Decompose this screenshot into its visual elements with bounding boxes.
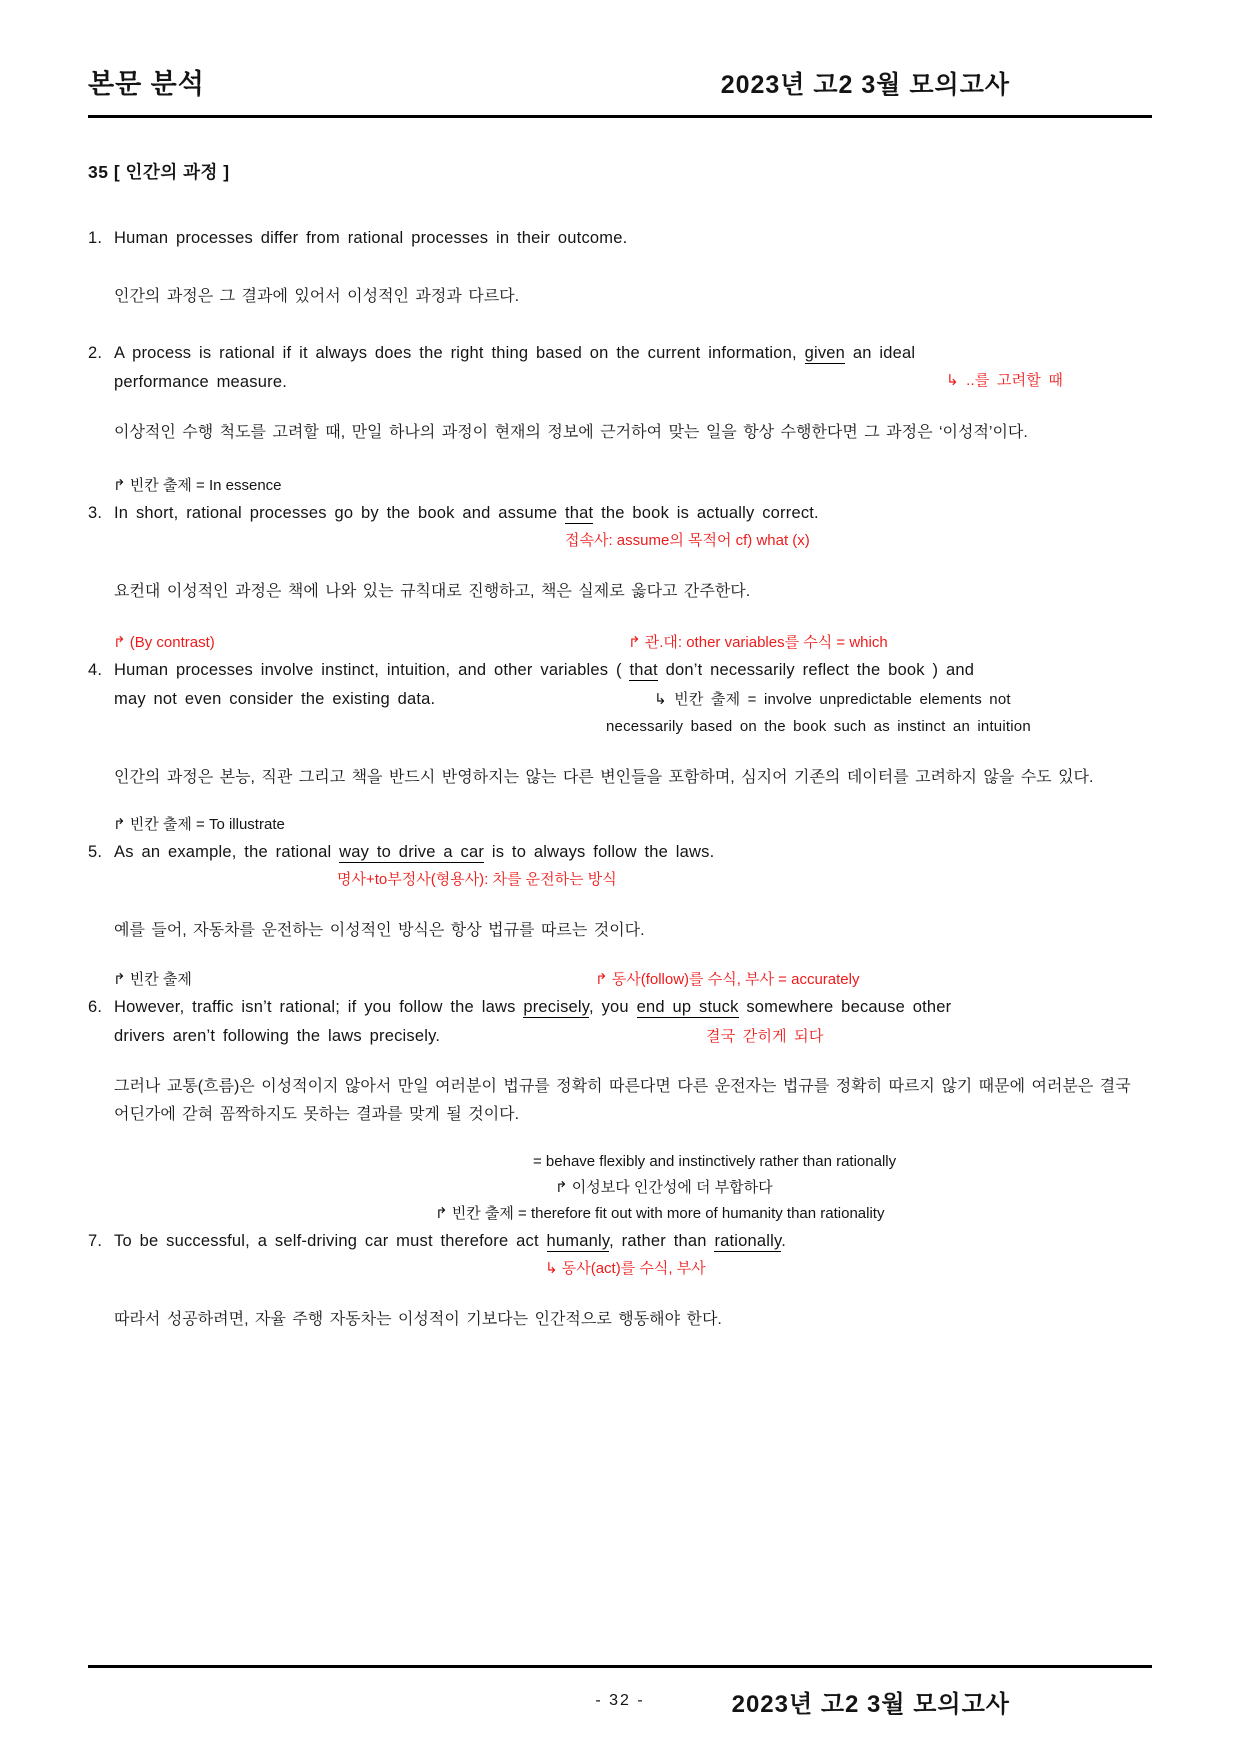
sentence-3-translation: 요컨대 이성적인 과정은 책에 나와 있는 규칙대로 진행하고, 책은 실제로 옳다고 간주한다. (114, 583, 751, 600)
sentence-4-translation: 인간의 과정은 본능, 직관 그리고 책을 반드시 반영하지는 않는 다른 변인들을 포함하며, 심지어 기존의 데이터를 고려하지 않을 수도 있다. (114, 769, 1094, 786)
paraphrase-note-7: = behave flexibly and instinctively rather than rationally (533, 1153, 897, 1170)
grammar-note-to-infinitive: 명사+to부정사(형용사): 차를 운전하는 방식 (337, 871, 617, 888)
underlined-phrase-end-up-stuck: end up stuck (636, 998, 739, 1016)
blank-question-note-4-continued: necessarily based on the book such as instinct an intuition (606, 718, 1031, 735)
sentence-5-english (114, 838, 1152, 867)
sentence-3 (88, 499, 1152, 528)
footer-exam-title: 2023년 고2 3월 모의고사 (731, 1691, 1010, 1718)
english-text: However, traffic isn’t rational; if you follow the laws (114, 998, 524, 1016)
sentence-7-english (114, 1227, 1152, 1256)
sentence-3-number: 3. (88, 504, 103, 522)
english-text: performance measure. (114, 373, 287, 391)
sentence-1 (88, 224, 1152, 253)
sentence-2-english-line-1 (114, 339, 1152, 368)
sentence-4-number: 4. (88, 661, 103, 679)
english-text: Human processes differ from rational processes in their outcome. (114, 229, 628, 247)
page-footer (88, 1665, 1152, 1716)
grammar-note-relative-pronoun: ↱ 관.대: other variables를 수식 = which (628, 634, 888, 651)
english-text: is to always follow the laws. (484, 843, 715, 861)
english-text: In short, rational processes go by the book and assume (114, 504, 565, 522)
underlined-word-humanly: humanly (546, 1232, 610, 1250)
english-text: , rather than (609, 1232, 715, 1250)
blank-question-note-6: ↱ 빈칸 출제 (113, 971, 192, 988)
sentence-7-translation: 따라서 성공하려면, 자율 주행 자동차는 이성적이 기보다는 인간적으로 행동해야 한다. (114, 1311, 722, 1328)
underlined-phrase-way-to-drive: way to drive a car (339, 843, 485, 861)
sentence-5-translation: 예를 들어, 자동차를 운전하는 이성적인 방식은 항상 법규를 따르는 것이다. (114, 922, 645, 939)
sentence-6-pre-notes (88, 967, 1152, 993)
grammar-note-end-up-stuck: 결국 갇히게 되다 (706, 1028, 824, 1045)
sentence-2-english-line-2 (114, 368, 1152, 397)
sentence-6-english-line-2 (114, 1022, 1152, 1051)
sentence-4-english-line-2 (114, 685, 1152, 714)
header-exam-title: 2023년 고2 3월 모의고사 (720, 71, 1010, 99)
blank-question-note-7: ↱ 빈칸 출제 = therefore fit out with more of humanity than rationality (435, 1205, 885, 1222)
sentence-1-english (114, 224, 1152, 253)
grammar-note-given: ↳ ..를 고려할 때 (946, 372, 1064, 389)
english-text: may not even consider the existing data. (114, 690, 436, 708)
english-text: an ideal (845, 344, 916, 362)
english-text: A process is rational if it always does the right thing based on the current information, (114, 344, 805, 362)
header-divider (88, 115, 1152, 118)
blank-question-note-3: ↱ 빈칸 출제 = In essence (113, 477, 282, 494)
sentence-6-number: 6. (88, 998, 103, 1016)
footer-divider (88, 1665, 1152, 1668)
sentence-2 (88, 339, 1152, 397)
sentence-3-english (114, 499, 1152, 528)
blank-question-note-5: ↱ 빈칸 출제 = To illustrate (113, 816, 285, 833)
english-text: , you (589, 998, 637, 1016)
sentence-2-number: 2. (88, 344, 103, 362)
underlined-word-precisely: precisely (523, 998, 589, 1016)
sentence-6-translation: 그러나 교통(흐름)은 이성적이지 않아서 만일 여러분이 법규를 정확히 따른다면 다른 운전자는 법규를 정확히 따르지 않기 때문에 여러분은 결국 어딘가에 갇혀 꼼짝하지도 못하는 결과를 맞게 될 것이다. (114, 1078, 1131, 1123)
header-title: 본문 분석 (88, 69, 205, 99)
underlined-word-that: that (629, 661, 658, 679)
english-text: . (781, 1232, 787, 1250)
english-text: drivers aren’t following the laws precisely. (114, 1027, 441, 1045)
page-number: - 32 - (595, 1692, 645, 1709)
sentence-5-number: 5. (88, 843, 103, 861)
sentence-7-number: 7. (88, 1232, 103, 1250)
english-text: To be successful, a self-driving car must therefore act (114, 1232, 547, 1250)
underlined-word-rationally: rationally (714, 1232, 782, 1250)
sentence-4 (88, 656, 1152, 740)
sentence-6 (88, 993, 1152, 1051)
english-text: somewhere because other (738, 998, 952, 1016)
sentence-4-pre-notes (88, 630, 1152, 656)
grammar-note-adverb-accurately: ↱ 동사(follow)를 수식, 부사 = accurately (595, 971, 860, 988)
sentence-1-number: 1. (88, 229, 103, 247)
underlined-word-given: given (804, 344, 846, 362)
sentence-5 (88, 838, 1152, 867)
grammar-note-that: 접속사: assume의 목적어 cf) what (x) (565, 532, 810, 549)
sentence-7 (88, 1227, 1152, 1256)
sentence-2-translation: 이상적인 수행 척도를 고려할 때, 만일 하나의 과정이 현재의 정보에 근거하여 맞는 일을 항상 수행한다면 그 과정은 ‘이성적’이다. (114, 424, 1028, 441)
section-title: 35 [ 인간의 과정 ] (88, 162, 230, 182)
english-text: don’t necessarily reflect the book ) and (657, 661, 975, 679)
grammar-note-by-contrast: ↱ (By contrast) (113, 634, 215, 651)
english-text: As an example, the rational (114, 843, 340, 861)
underlined-word-that: that (565, 504, 594, 522)
sentence-6-english-line-1 (114, 993, 1152, 1022)
meaning-note-7: ↱ 이성보다 인간성에 더 부합하다 (555, 1179, 773, 1196)
page-header (88, 0, 1152, 101)
english-text: the book is actually correct. (593, 504, 819, 522)
grammar-note-adverb-act: ↳ 동사(act)를 수식, 부사 (545, 1260, 706, 1277)
sentence-4-english-line-1 (114, 656, 1152, 685)
sentence-1-translation: 인간의 과정은 그 결과에 있어서 이성적인 과정과 다르다. (114, 288, 520, 305)
blank-question-note-4: ↳ 빈칸 출제 = involve unpredictable elements not (654, 691, 1011, 708)
english-text: Human processes involve instinct, intuition, and other variables ( (114, 661, 630, 679)
